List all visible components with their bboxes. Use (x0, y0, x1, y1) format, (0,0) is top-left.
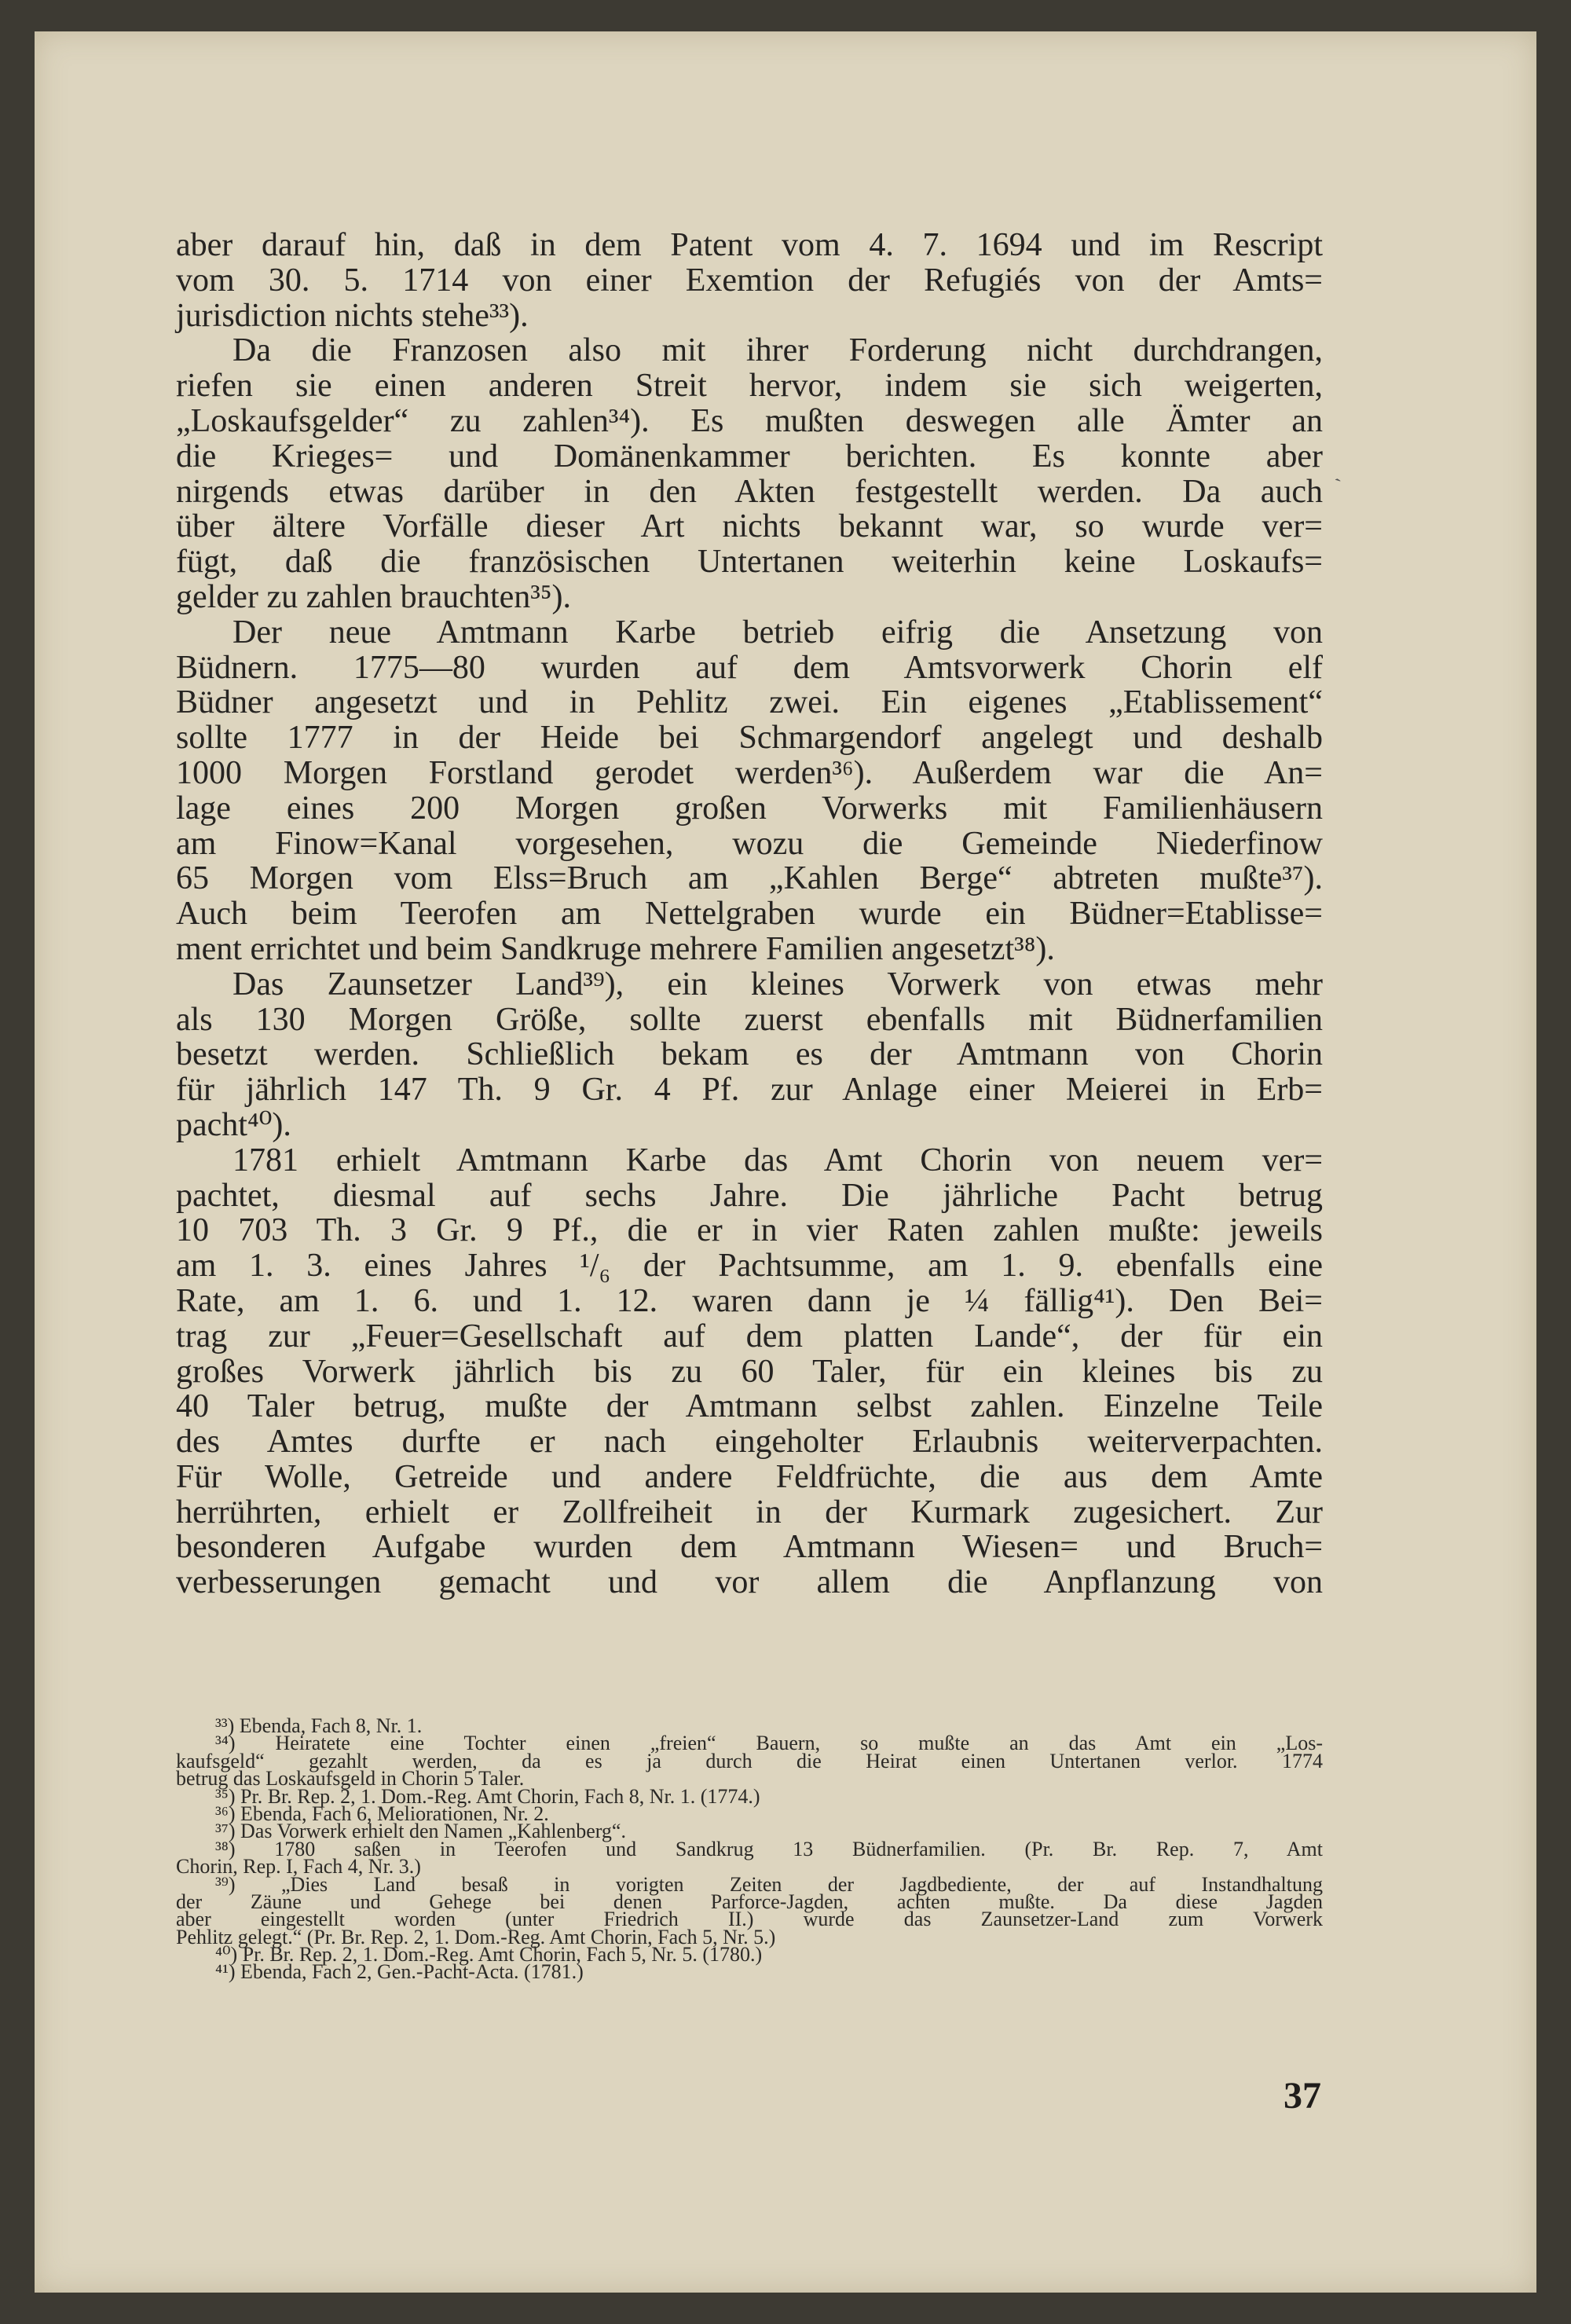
footnote-line: ³⁸) 1780 saßen in Teerofen und Sandkrug 13 Büdnerfamilien. (Pr. Br. Rep. 7, Amt (215, 1837, 1323, 1860)
footnote-line: ³⁶) Ebenda, Fach 6, Meliorationen, Nr. 2. (215, 1802, 549, 1825)
text-line: 65 Morgen vom Elss=Bruch am „Kahlen Berge“ abtreten mußte³⁷). (176, 860, 1323, 897)
text-line: aber darauf hin, daß in dem Patent vom 4. 7. 1694 und im Rescript (176, 227, 1323, 263)
text-line: ment errichtet und beim Sandkruge mehrere Familien angesetzt³⁸). (176, 930, 1055, 967)
footnote-line: ³⁵) Pr. Br. Rep. 2, 1. Dom.-Reg. Amt Chorin, Fach 8, Nr. 1. (1774.) (215, 1784, 760, 1808)
footnotes (176, 1714, 1323, 1984)
text-line: Der neue Amtmann Karbe betrieb eifrig die Ansetzung von (233, 614, 1323, 651)
text-line: Büdnern. 1775—80 wurden auf dem Amtsvorwerk Chorin elf (176, 649, 1323, 686)
text-line: großes Vorwerk jährlich bis zu 60 Taler, für ein kleines bis zu (176, 1353, 1323, 1390)
text-line: „Loskaufsgelder“ zu zahlen³⁴). Es mußten deswegen alle Ämter an (176, 402, 1323, 439)
text-line: 40 Taler betrug, mußte der Amtmann selbst zahlen. Einzelne Teile (176, 1388, 1323, 1425)
footnote-line: ⁴⁰) Pr. Br. Rep. 2, 1. Dom.-Reg. Amt Chorin, Fach 5, Nr. 5. (1780.) (215, 1943, 763, 1967)
text-line: besetzt werden. Schließlich bekam es der Amtmann von Chorin (176, 1036, 1323, 1073)
text-line: Das Zaunsetzer Land³⁹), ein kleines Vorwerk von etwas mehr (233, 966, 1323, 1003)
body-text (176, 228, 1323, 1600)
footnote-line: ³³) Ebenda, Fach 8, Nr. 1. (215, 1714, 423, 1737)
footnote-line: ³⁴) Heiratete eine Tochter einen „freien“ Bauern, so mußte an das Amt ein „Los- (215, 1732, 1323, 1755)
text-line: 10 703 Th. 3 Gr. 9 Pf., die er in vier Raten zahlen mußte: jeweils (176, 1212, 1323, 1249)
footnote-line: ³⁹) „Dies Land besaß in vorigten Zeiten der Jagdbediente, der auf Instandhaltung (215, 1872, 1323, 1896)
text-line: sollte 1777 in der Heide bei Schmargendorf angelegt und deshalb (176, 720, 1323, 757)
footnote-line: der Zäune und Gehege bei denen Parforce-Jagden, achten mußte. Da diese Jagden (176, 1890, 1323, 1913)
margin-mark: ` (1332, 474, 1349, 500)
text-line: besonderen Aufgabe wurden dem Amtmann Wiesen= und Bruch= (176, 1529, 1323, 1566)
text-line: für jährlich 147 Th. 9 Gr. 4 Pf. zur Anlage einer Meierei in Erb= (176, 1072, 1323, 1109)
text-line: am Finow=Kanal vorgesehen, wozu die Gemeinde Niederfinow (176, 825, 1323, 862)
text-line: herrührten, erhielt er Zollfreiheit in der Kurmark zugesichert. Zur (176, 1494, 1323, 1530)
text-line: als 130 Morgen Größe, sollte zuerst ebenfalls mit Büdnerfamilien (176, 1001, 1323, 1038)
text-line: jurisdiction nichts stehe³³). (176, 297, 529, 334)
text-line: verbesserungen gemacht und vor allem die Anpflanzung von (176, 1564, 1323, 1601)
text-line: die Krieges= und Domänenkammer berichten. Es konnte aber (176, 438, 1323, 475)
page-number: 37 (1284, 2075, 1321, 2117)
text-line: Auch beim Teerofen am Nettelgraben wurde ein Büdner=Etablisse= (176, 896, 1323, 933)
text-line: fügt, daß die französischen Untertanen weiterhin keine Loskaufs= (176, 544, 1323, 581)
footnote-line: betrug das Loskaufsgeld in Chorin 5 Taler. (176, 1767, 525, 1791)
text-line: über ältere Vorfälle dieser Art nichts bekannt war, so wurde ver= (176, 508, 1323, 545)
footnote-line: Pehlitz gelegt.“ (Pr. Br. Rep. 2, 1. Dom.-Reg. Amt Chorin, Fach 5, Nr. 5.) (176, 1925, 776, 1948)
text-line: vom 30. 5. 1714 von einer Exemtion der Refugiés von der Amts= (176, 262, 1323, 299)
text-line: lage eines 200 Morgen großen Vorwerks mit Familienhäusern (176, 790, 1323, 827)
text-line: Für Wolle, Getreide und andere Feldfrüchte, die aus dem Amte (176, 1458, 1323, 1495)
text-line: nirgends etwas darüber in den Akten festgestellt werden. Da auch (176, 473, 1323, 510)
text-line: pacht⁴⁰). (176, 1106, 291, 1143)
text-line: Da die Franzosen also mit ihrer Forderung nicht durchdrangen, (233, 332, 1323, 369)
text-line: Rate, am 1. 6. und 1. 12. waren dann je ¼ fällig⁴¹). Den Bei= (176, 1282, 1323, 1319)
footnote-line: ⁴¹) Ebenda, Fach 2, Gen.-Pacht-Acta. (1781.) (215, 1960, 584, 1984)
footnote-line: Chorin, Rep. I, Fach 4, Nr. 3.) (176, 1855, 421, 1879)
text-line: 1000 Morgen Forstland gerodet werden³⁶). Außerdem war die An= (176, 754, 1323, 791)
text-line: trag zur „Feuer=Gesellschaft auf dem platten Lande“, der für ein (176, 1318, 1323, 1354)
text-line: am 1. 3. eines Jahres ¹/₆ der Pachtsumme, am 1. 9. ebenfalls eine (176, 1248, 1323, 1285)
text-line: des Amtes durfte er nach eingeholter Erlaubnis weiterverpachten. (176, 1424, 1323, 1461)
footnote-line: ³⁷) Das Vorwerk erhielt den Namen „Kahlenberg“. (215, 1820, 626, 1843)
text-line: riefen sie einen anderen Streit hervor, indem sie sich weigerten, (176, 368, 1323, 405)
text-line: gelder zu zahlen brauchten³⁵). (176, 578, 571, 615)
text-line: pachtet, diesmal auf sechs Jahre. Die jährliche Pacht betrug (176, 1177, 1323, 1214)
text-line: Büdner angesetzt und in Pehlitz zwei. Ein eigenes „Etablissement“ (176, 684, 1323, 721)
text-line: 1781 erhielt Amtmann Karbe das Amt Chorin von neuem ver= (233, 1142, 1323, 1178)
footnote-line: aber eingestellt worden (unter Friedrich II.) wurde das Zaunsetzer-Land zum Vorwerk (176, 1908, 1323, 1931)
footnote-line: kaufsgeld“ gezahlt werden, da es ja durch die Heirat einen Untertanen verlor. 1774 (176, 1749, 1323, 1772)
